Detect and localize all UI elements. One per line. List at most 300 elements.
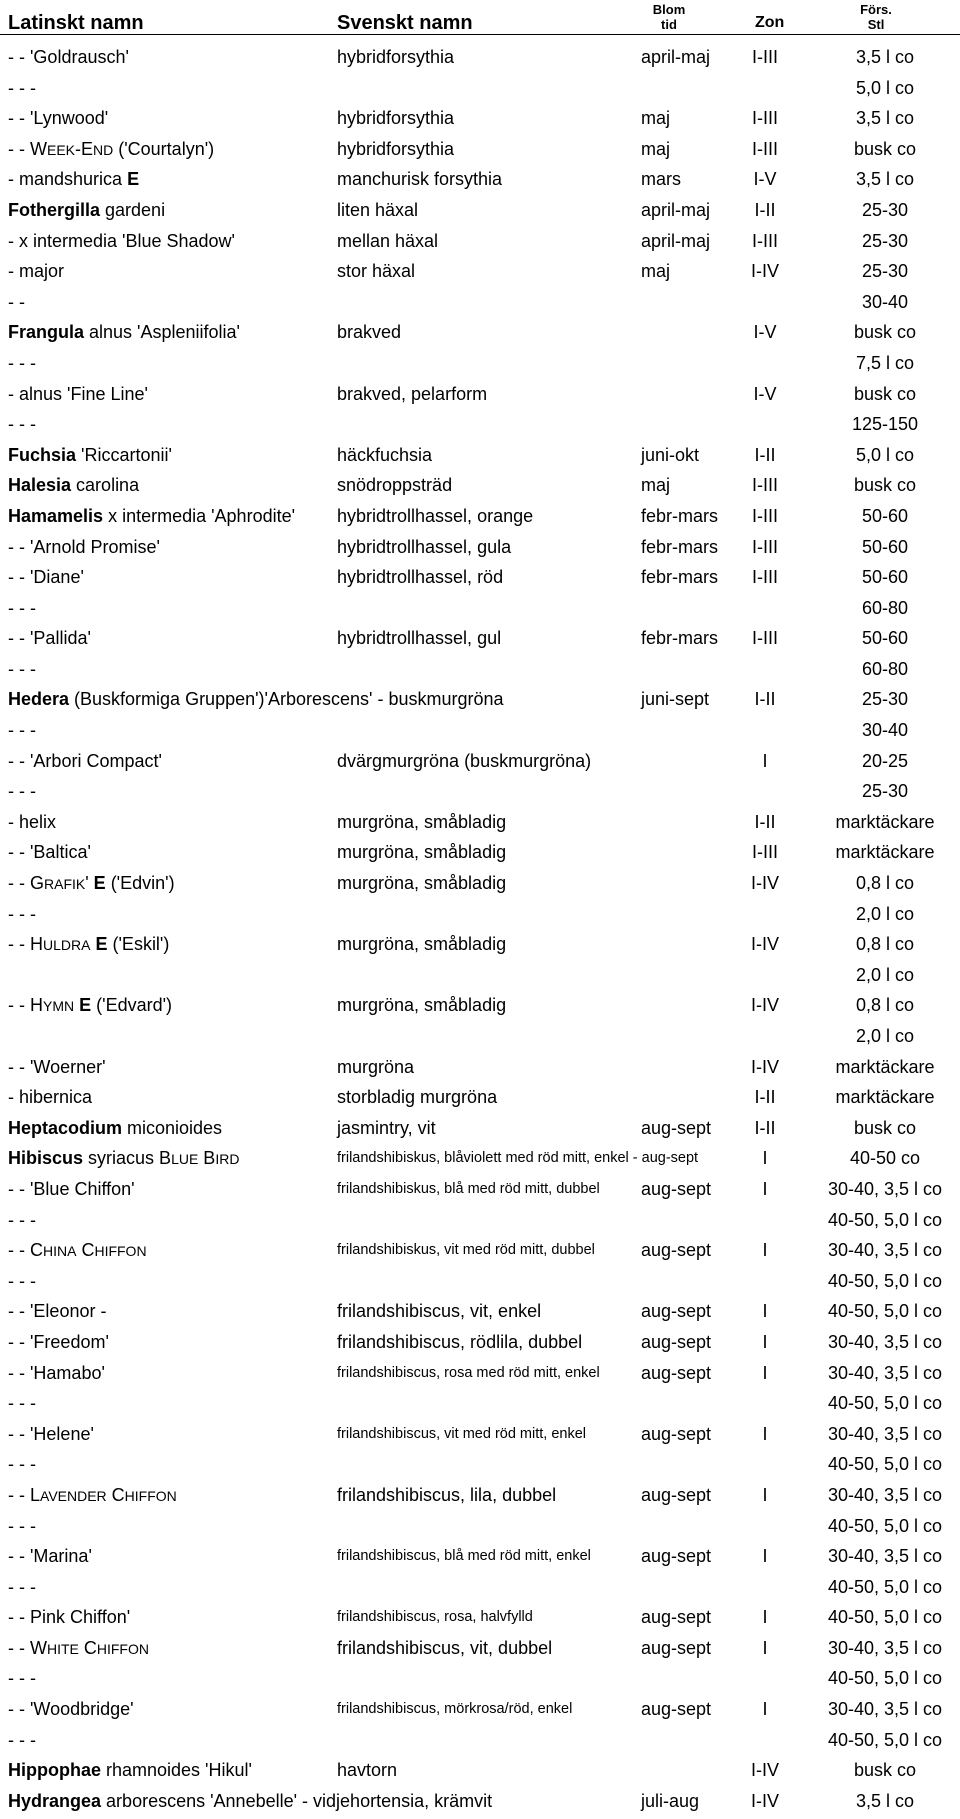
latin-name-cell (8, 1511, 36, 1542)
header-sales-line2: Stl (867, 17, 885, 32)
swedish-name-cell: mellan häxal (337, 230, 439, 251)
latin-name-part: ULDRA (43, 937, 91, 954)
sales-size-cell: 25-30 (861, 781, 909, 802)
latin-name-part: Hedera (8, 689, 70, 710)
latin-name-cell (8, 134, 214, 166)
table-row (0, 868, 960, 899)
swedish-name-cell: frilandshibiscus, lila, dubbel (337, 1484, 557, 1505)
header-latin-name: Latinskt namn (8, 12, 144, 34)
zone-cell: I (762, 1148, 768, 1169)
latin-name-part: - - - (8, 1209, 36, 1230)
table-row (0, 134, 960, 165)
swedish-name-cell: hybridtrollhassel, gul (337, 628, 502, 649)
sales-size-cell: marktäckare (835, 811, 935, 832)
sales-size-cell: busk co (853, 383, 917, 404)
table-row (0, 1021, 960, 1052)
table-row (0, 42, 960, 73)
zone-cell: I (762, 1699, 768, 1720)
latin-name-part: ('Courtalyn') (113, 138, 215, 159)
table-row (0, 501, 960, 532)
table-row (0, 623, 960, 654)
sales-size-cell: 60-80 (861, 658, 909, 679)
latin-name-part: Heptacodium (8, 1117, 123, 1138)
swedish-name-cell: frilandshibiscus, vit, dubbel (337, 1637, 553, 1658)
swedish-name-cell: hybridforsythia (337, 108, 455, 129)
latin-name-cell (8, 440, 172, 471)
latin-name-cell (8, 1296, 106, 1327)
latin-name-part: - - G (8, 873, 44, 894)
header-bloom-line2: tid (661, 17, 677, 32)
zone-cell: I (762, 750, 768, 771)
swedish-name-cell: frilandshibiskus, blåviolett med röd mitt, enkel - aug-sept (337, 1150, 699, 1167)
zone-cell: I-III (752, 108, 778, 129)
latin-name-cell (8, 1449, 36, 1480)
zone-cell: I-III (752, 138, 778, 159)
table-row (0, 1419, 960, 1450)
latin-name-part: HIFFON (96, 1640, 149, 1657)
sales-size-cell: 30-40, 3,5 l co (827, 1331, 943, 1352)
latin-name-cell (8, 899, 36, 930)
latin-name-part: alnus 'Aspleniifolia' (84, 322, 240, 343)
latin-name-part: - alnus 'Fine Line' (8, 383, 148, 404)
table-row (0, 1052, 960, 1083)
sales-size-cell: 40-50, 5,0 l co (827, 1515, 943, 1536)
latin-name-part: - - 'Woodbridge' (8, 1699, 134, 1720)
sales-size-cell: busk co (853, 322, 917, 343)
latin-name-part: -E (75, 138, 93, 159)
table-row (0, 1480, 960, 1511)
latin-name-part: - - 'Marina' (8, 1546, 92, 1567)
latin-name-part: syriacus B (83, 1148, 172, 1169)
table-row (0, 562, 960, 593)
latin-name-part: ('Edvin') (105, 873, 175, 894)
table-row (0, 1725, 960, 1756)
latin-name-part: - mandshurica (8, 169, 128, 190)
latin-name-part: LUE (171, 1151, 199, 1168)
table-row (0, 684, 960, 715)
sales-size-cell: 0,8 l co (855, 873, 915, 894)
latin-name-cell (8, 317, 240, 348)
bloom-time-cell: aug-sept (641, 1423, 712, 1444)
table-row (0, 1663, 960, 1694)
zone-cell: I-IV (750, 873, 779, 894)
latin-name-cell (8, 1205, 36, 1236)
latin-name-cell (8, 256, 64, 287)
swedish-name-cell: frilandshibiscus, mörkrosa/röd, enkel (337, 1701, 573, 1718)
table-row (0, 317, 960, 348)
table-row (0, 1143, 960, 1174)
latin-name-cell (8, 287, 25, 318)
latin-name-cell (8, 1755, 252, 1786)
latin-name-cell (8, 379, 148, 410)
sales-size-cell: busk co (853, 1760, 917, 1781)
latin-name-part: - - - (8, 414, 36, 435)
table-row (0, 1113, 960, 1144)
zone-cell: I-II (754, 689, 776, 710)
latin-name-cell (8, 929, 169, 961)
latin-name-part: - - H (8, 934, 43, 955)
latin-name-part: - - - (8, 1668, 36, 1689)
table-row (0, 1358, 960, 1389)
latin-name-cell (8, 226, 235, 257)
table-row (0, 348, 960, 379)
sales-size-cell: 7,5 l co (855, 352, 915, 373)
swedish-name-cell: snödroppsträd (337, 475, 453, 496)
swedish-name-cell: frilandshibiscus, blå med röd mitt, enkel (337, 1548, 591, 1565)
latin-name-part: - - H (8, 995, 43, 1016)
latin-name-cell (8, 990, 172, 1022)
table-row (0, 226, 960, 257)
swedish-name-cell: hybridtrollhassel, gula (337, 536, 512, 557)
sales-size-cell: 30-40, 3,5 l co (827, 1699, 943, 1720)
latin-name-part: Hibiscus (8, 1148, 84, 1169)
table-row (0, 1082, 960, 1113)
latin-name-cell (8, 593, 36, 624)
latin-name-part: - - - (8, 1515, 36, 1536)
latin-name-part: - - L (8, 1484, 41, 1505)
latin-name-cell (8, 1572, 36, 1603)
header-bloom-line1: Blom (652, 2, 686, 17)
table-row (0, 103, 960, 134)
sales-size-cell: 2,0 l co (855, 964, 915, 985)
latin-name-part: Fuchsia (8, 444, 77, 465)
latin-name-part: - - 'Goldrausch' (8, 47, 129, 67)
latin-name-cell (8, 1358, 105, 1389)
plant-table-body (0, 42, 960, 1816)
sales-size-cell: 0,8 l co (855, 934, 915, 955)
sales-size-cell: 30-40, 3,5 l co (827, 1484, 943, 1505)
latin-name-part: C (106, 1484, 125, 1505)
swedish-name-cell: frilandshibiscus, vit med röd mitt, enkel (337, 1425, 587, 1442)
sales-size-cell: 25-30 (861, 230, 909, 251)
latin-name-part: - - 'Hamabo' (8, 1362, 105, 1383)
latin-name-part: - - - (8, 1393, 36, 1414)
latin-name-part: C (76, 1240, 95, 1261)
table-row (0, 746, 960, 777)
table-row (0, 929, 960, 960)
zone-cell: I-III (752, 475, 778, 496)
table-row (0, 470, 960, 501)
latin-name-cell (8, 1388, 36, 1419)
zone-cell: I-V (753, 169, 777, 190)
latin-name-cell (8, 746, 162, 777)
latin-name-cell (8, 715, 36, 746)
swedish-name-cell: murgröna, småbladig (337, 842, 507, 863)
sales-size-cell: 30-40, 3,5 l co (827, 1546, 943, 1567)
bloom-time-cell: maj (641, 108, 671, 129)
latin-name-cell (8, 42, 129, 73)
swedish-name-cell: frilandshibiscus, rödlila, dubbel (337, 1331, 583, 1352)
latin-name-part: - - 'Diane' (8, 567, 84, 588)
table-row (0, 1388, 960, 1419)
swedish-name-cell: murgröna, småbladig (337, 995, 507, 1016)
latin-name-part: - - W (8, 138, 47, 159)
latin-name-part: Hippophae (8, 1760, 101, 1781)
latin-name-part: RAFIK (44, 876, 86, 893)
bloom-time-cell: aug-sept (641, 1607, 712, 1628)
bloom-time-cell: aug-sept (641, 1484, 712, 1505)
zone-cell: I-II (754, 444, 776, 465)
table-row (0, 287, 960, 318)
table-row (0, 776, 960, 807)
sales-size-cell: busk co (853, 475, 917, 496)
latin-name-part: - - 'Lynwood' (8, 108, 109, 129)
bloom-time-cell: aug-sept (641, 1331, 712, 1352)
bloom-time-cell: febr-mars (641, 536, 719, 557)
zone-cell: I-III (752, 230, 778, 251)
latin-name-cell (8, 1480, 177, 1512)
header-sales-size (851, 2, 901, 32)
latin-name-part: E (127, 169, 140, 190)
latin-name-part: - hibernica (8, 1087, 93, 1108)
table-row (0, 379, 960, 410)
latin-name-cell (8, 1786, 492, 1817)
latin-name-part: (Buskformiga Gruppen')'Arborescens' - buskmurgröna (69, 689, 504, 710)
latin-name-part: - - 'Woerner' (8, 1056, 106, 1077)
sales-size-cell: 25-30 (861, 689, 909, 710)
latin-name-cell (8, 1174, 135, 1205)
latin-name-cell (8, 1419, 94, 1450)
table-row (0, 1572, 960, 1603)
sales-size-cell: 40-50, 5,0 l co (827, 1393, 943, 1414)
latin-name-part: IRD (215, 1151, 240, 1168)
table-row (0, 1174, 960, 1205)
latin-name-cell (8, 1541, 92, 1572)
swedish-name-cell: murgröna (337, 1056, 415, 1077)
zone-cell: I-II (754, 1117, 776, 1138)
sales-size-cell: 30-40 (861, 291, 909, 312)
bloom-time-cell: april-maj (641, 230, 711, 251)
latin-name-part: - - Pink Chiffon' (8, 1607, 131, 1628)
swedish-name-cell: liten häxal (337, 199, 419, 220)
bloom-time-cell: maj (641, 475, 671, 496)
latin-name-part: - - C (8, 1240, 43, 1261)
swedish-name-cell: brakved (337, 322, 402, 343)
table-header (0, 0, 960, 35)
table-row (0, 1449, 960, 1480)
zone-cell: I-IV (750, 995, 779, 1016)
table-row (0, 899, 960, 930)
swedish-name-cell: frilandshibiscus, rosa med röd mitt, enkel (337, 1364, 600, 1381)
bloom-time-cell: aug-sept (641, 1117, 712, 1138)
latin-name-cell (8, 684, 504, 715)
latin-name-part: - - 'Arbori Compact' (8, 750, 162, 771)
sales-size-cell: 3,5 l co (855, 1790, 915, 1811)
sales-size-cell: 3,5 l co (855, 47, 915, 67)
table-row (0, 1205, 960, 1236)
bloom-time-cell: juli-aug (641, 1790, 700, 1811)
table-row (0, 1633, 960, 1664)
latin-name-part: ND (93, 141, 114, 158)
latin-name-part: - - - (8, 1270, 36, 1291)
latin-name-part: Hydrangea (8, 1790, 102, 1811)
sales-size-cell: 2,0 l co (855, 1026, 915, 1046)
latin-name-cell (8, 1633, 149, 1665)
sales-size-cell: 50-60 (861, 505, 909, 526)
latin-name-cell (8, 1327, 109, 1358)
sales-size-cell: 40-50 co (849, 1148, 921, 1169)
latin-name-part: x intermedia 'Aphrodite' (103, 505, 296, 526)
bloom-time-cell: aug-sept (641, 1699, 712, 1720)
latin-name-part: miconioides (122, 1117, 223, 1138)
latin-name-part: ' (85, 873, 94, 894)
zone-cell: I-IV (750, 1790, 779, 1811)
sales-size-cell: 30-40, 3,5 l co (827, 1362, 943, 1383)
latin-name-cell (8, 1694, 134, 1725)
latin-name-part: 'Riccartonii' (76, 444, 172, 465)
table-row (0, 960, 960, 991)
latin-name-part: - major (8, 261, 65, 282)
sales-size-cell: 30-40 (861, 720, 909, 741)
latin-name-part: - - - (8, 658, 36, 679)
table-row (0, 1755, 960, 1786)
swedish-name-cell: frilandshibiscus, vit, enkel (337, 1301, 542, 1322)
bloom-time-cell: febr-mars (641, 505, 719, 526)
latin-name-part: carolina (71, 475, 140, 496)
sales-size-cell: 0,8 l co (855, 995, 915, 1016)
latin-name-part: AVENDER (40, 1487, 107, 1504)
sales-size-cell: marktäckare (835, 842, 935, 863)
zone-cell: I (762, 1423, 768, 1444)
table-row (0, 256, 960, 287)
table-row (0, 409, 960, 440)
swedish-name-cell: murgröna, småbladig (337, 811, 507, 832)
latin-name-cell (8, 623, 91, 654)
table-row (0, 164, 960, 195)
swedish-name-cell: hybridforsythia (337, 138, 455, 159)
table-row (0, 1786, 960, 1817)
latin-name-part: - - - (8, 720, 36, 741)
zone-cell: I (762, 1301, 768, 1322)
sales-size-cell: 40-50, 5,0 l co (827, 1454, 943, 1475)
sales-size-cell: 30-40, 3,5 l co (827, 1637, 943, 1658)
table-row (0, 715, 960, 746)
bloom-time-cell: aug-sept (641, 1301, 712, 1322)
latin-name-part: - - 'Blue Chiffon' (8, 1178, 135, 1199)
latin-name-part: C (78, 1637, 97, 1658)
latin-name-part: - - - (8, 352, 36, 373)
latin-name-part: HIFFON (94, 1243, 147, 1260)
sales-size-cell: 50-60 (861, 628, 909, 649)
zone-cell: I (762, 1240, 768, 1261)
bloom-time-cell: maj (641, 138, 671, 159)
latin-name-cell (8, 470, 139, 501)
latin-name-part: - - - (8, 1454, 36, 1475)
zone-cell: I-IV (750, 934, 779, 955)
bloom-time-cell: april-maj (641, 47, 711, 67)
sales-size-cell: 25-30 (861, 199, 909, 220)
zone-cell: I (762, 1362, 768, 1383)
zone-cell: I-III (752, 628, 778, 649)
latin-name-cell (8, 164, 139, 195)
latin-name-part: Fothergilla (8, 199, 101, 220)
sales-size-cell: 30-40, 3,5 l co (827, 1240, 943, 1261)
latin-name-cell (8, 837, 91, 868)
latin-name-part: HIFFON (124, 1487, 177, 1504)
latin-name-cell (8, 1113, 222, 1144)
latin-name-part: B (198, 1148, 216, 1169)
latin-name-part: - - - (8, 903, 36, 924)
sales-size-cell: 3,5 l co (855, 169, 915, 190)
latin-name-part: E (95, 934, 108, 955)
sales-size-cell: 3,5 l co (855, 108, 915, 129)
table-row (0, 1541, 960, 1572)
latin-name-part: E (93, 873, 106, 894)
latin-name-part: - - - (8, 1729, 36, 1750)
sales-size-cell: 60-80 (861, 597, 909, 618)
latin-name-cell (8, 501, 295, 532)
sales-size-cell: 40-50, 5,0 l co (827, 1270, 943, 1291)
latin-name-part: ('Eskil') (107, 934, 170, 955)
header-zone: Zon (755, 14, 785, 31)
swedish-name-cell: storbladig murgröna (337, 1087, 498, 1108)
sales-size-cell: 40-50, 5,0 l co (827, 1607, 943, 1628)
latin-name-part: - - W (8, 1637, 47, 1658)
header-sales-line1: Förs. (860, 2, 892, 17)
latin-name-part: - - - (8, 77, 36, 98)
sales-size-cell: marktäckare (835, 1087, 935, 1108)
zone-cell: I (762, 1331, 768, 1352)
latin-name-part: Hamamelis (8, 505, 104, 526)
table-row (0, 1602, 960, 1633)
latin-name-part: HINA (43, 1243, 77, 1260)
latin-name-cell (8, 1663, 36, 1694)
swedish-name-cell: brakved, pelarform (337, 383, 488, 404)
latin-name-part: rhamnoides 'Hikul' (101, 1760, 252, 1781)
sales-size-cell: 2,0 l co (855, 903, 915, 924)
latin-name-part: YMN (43, 998, 75, 1015)
swedish-name-cell: manchurisk forsythia (337, 169, 503, 190)
swedish-name-cell: stor häxal (337, 261, 416, 282)
zone-cell: I-II (754, 811, 776, 832)
latin-name-cell (8, 1235, 147, 1267)
bloom-time-cell: aug-sept (641, 1637, 712, 1658)
latin-name-cell (8, 409, 36, 440)
zone-cell: I-V (753, 322, 777, 343)
table-row (0, 1327, 960, 1358)
header-bloom-time (644, 2, 694, 32)
sales-size-cell: 20-25 (861, 750, 909, 771)
swedish-name-cell: murgröna, småbladig (337, 934, 507, 955)
zone-cell: I (762, 1484, 768, 1505)
latin-name-part: - - 'Helene' (8, 1423, 94, 1444)
sales-size-cell: 30-40, 3,5 l co (827, 1423, 943, 1444)
latin-name-part: - - 'Pallida' (8, 628, 91, 649)
sales-size-cell: busk co (853, 138, 917, 159)
swedish-name-cell: hybridforsythia (337, 47, 455, 67)
table-row (0, 593, 960, 624)
latin-name-part: - - 'Arnold Promise' (8, 536, 160, 557)
latin-name-part: - - - (8, 1576, 36, 1597)
table-row (0, 837, 960, 868)
latin-name-part: - helix (8, 811, 57, 832)
latin-name-cell (8, 868, 175, 900)
latin-name-cell (8, 1266, 36, 1297)
bloom-time-cell: mars (641, 169, 681, 190)
sales-size-cell: marktäckare (835, 1056, 935, 1077)
table-row (0, 195, 960, 226)
latin-name-cell (8, 776, 36, 807)
zone-cell: I-IV (750, 1760, 779, 1781)
table-row (0, 440, 960, 471)
table-row (0, 654, 960, 685)
latin-name-part: - - 'Baltica' (8, 842, 91, 863)
swedish-name-cell: jasmintry, vit (337, 1117, 436, 1138)
sales-size-cell: 50-60 (861, 567, 909, 588)
zone-cell: I-IV (750, 261, 779, 282)
latin-name-part: - - - (8, 597, 36, 618)
zone-cell: I (762, 1607, 768, 1628)
